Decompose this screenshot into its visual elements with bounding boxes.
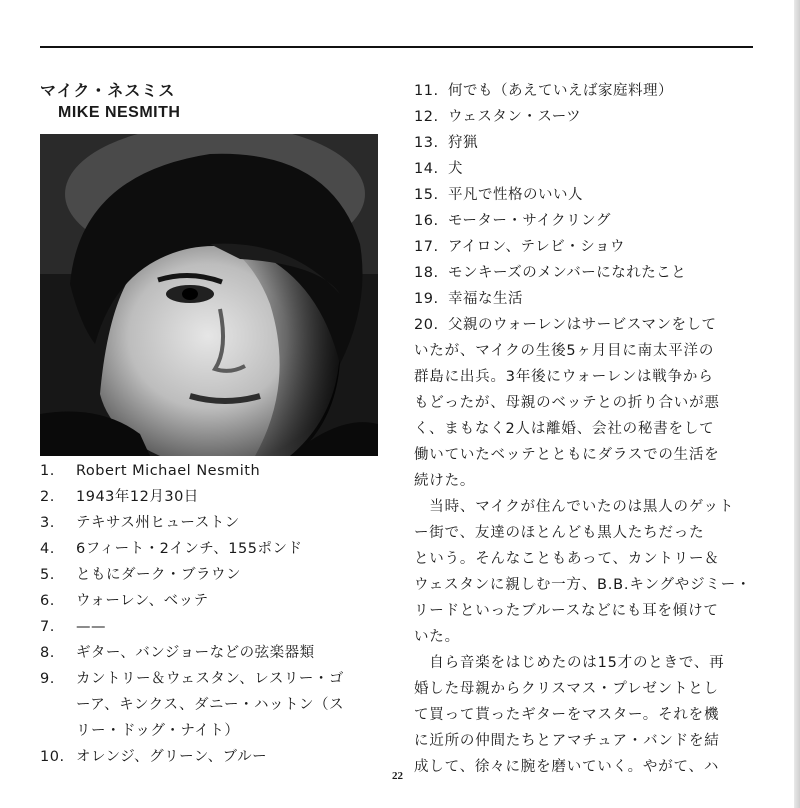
body-line: 群島に出兵。3年後にウォーレンは戦争から — [414, 369, 714, 385]
body-line: て買って貰ったギターをマスター。それを機 — [414, 707, 720, 723]
list-item — [414, 234, 760, 260]
item-text: ギター、バンジョーなどの弦楽器類 — [76, 645, 315, 661]
body-line: という。そんなこともあって、カントリー＆ — [414, 551, 720, 567]
list-item — [40, 640, 400, 666]
profile-list-left — [40, 458, 400, 770]
body-line: 働いていたベッテとともにダラスでの生活を — [414, 447, 720, 463]
item-number: 18. — [414, 265, 439, 281]
body-line: いたが、マイクの生後5ヶ月目に南太平洋の — [414, 343, 715, 359]
item-text: ウェスタン・スーツ — [448, 109, 582, 125]
list-item — [40, 536, 400, 562]
item-number: 6. — [40, 593, 55, 609]
item-text: ともにダーク・ブラウン — [76, 567, 241, 583]
item-number: 11. — [414, 83, 439, 99]
heading-english: MIKE NESMITH — [58, 104, 181, 121]
item-text: 6フィート・2インチ、155ポンド — [76, 541, 303, 557]
item-number: 9. — [40, 671, 55, 687]
item-number: 4. — [40, 541, 55, 557]
list-item — [40, 666, 400, 692]
list-item — [414, 104, 760, 130]
list-item-continuation — [40, 692, 400, 718]
list-item — [40, 484, 400, 510]
list-item — [414, 260, 760, 286]
item-number: 12. — [414, 109, 439, 125]
list-item — [414, 312, 760, 338]
list-item — [414, 156, 760, 182]
item-number: 7. — [40, 619, 55, 635]
item-text: 平凡で性格のいい人 — [448, 187, 583, 203]
body-line: に近所の仲間たちとアマチュア・バンドを結 — [414, 733, 720, 749]
list-item — [414, 78, 760, 104]
item-number: 2. — [40, 489, 55, 505]
item-text: アイロン、テレビ・ショウ — [448, 239, 625, 255]
item-text: モンキーズのメンバーになれたこと — [448, 265, 687, 281]
item-number: 10. — [40, 749, 65, 765]
item-number: 19. — [414, 291, 439, 307]
list-item — [414, 286, 760, 312]
item-number: 3. — [40, 515, 55, 531]
item-number: 20. — [414, 317, 439, 333]
item-text: 幸福な生活 — [448, 291, 523, 307]
item-text: ウォーレン、ベッテ — [76, 593, 209, 609]
item-text: リー・ドッグ・ナイト） — [76, 723, 240, 739]
item-number: 15. — [414, 187, 439, 203]
item-text: 父親のウォーレンはサービスマンをして — [448, 317, 717, 333]
item-text: 犬 — [448, 161, 463, 177]
list-item — [40, 588, 400, 614]
item-number: 16. — [414, 213, 439, 229]
list-item — [40, 562, 400, 588]
list-item — [40, 744, 400, 770]
item-number: 13. — [414, 135, 439, 151]
item-text: 1943年12月30日 — [76, 489, 199, 505]
list-item — [40, 614, 400, 640]
item-text: オレンジ、グリーン、ブルー — [76, 749, 268, 765]
item-text: ーア、キンクス、ダニー・ハットン（ス — [76, 697, 344, 713]
item-number: 17. — [414, 239, 439, 255]
body-line: ウェスタンに親しむ一方、B.B.キングやジミー・ — [414, 577, 752, 593]
profile-list-right — [414, 78, 760, 338]
body-line: 婚した母親からクリスマス・プレゼントとし — [414, 681, 719, 697]
page-number: 22 — [392, 770, 403, 782]
item-text: 狩猟 — [448, 135, 478, 151]
heading-japanese: マイク・ネスミス — [40, 81, 176, 100]
list-item — [40, 510, 400, 536]
body-line: く、まもなく2人は離婚、会社の秘書をして — [414, 421, 715, 437]
body-line: もどったが、母親のベッテとの折り合いが悪 — [414, 395, 720, 411]
item-text: カントリー＆ウェスタン、レスリー・ゴ — [76, 671, 344, 687]
portrait-photo — [40, 134, 378, 456]
item-text: 何でも（あえていえば家庭料理） — [448, 83, 673, 99]
list-item-continuation — [40, 718, 400, 744]
body-line: 続けた。 — [414, 473, 476, 489]
page-edge-shadow — [794, 0, 800, 808]
top-rule — [40, 46, 753, 48]
item-text: Robert Michael Nesmith — [76, 463, 261, 479]
item-number: 1. — [40, 463, 55, 479]
body-line: 成して、徐々に腕を磨いていく。やがて、ハ — [414, 759, 720, 775]
body-line: 自ら音楽をはじめたのは15才のときで、再 — [414, 655, 725, 671]
list-item — [414, 182, 760, 208]
item-text: モーター・サイクリング — [448, 213, 611, 229]
body-line: ー街で、友達のほとんども黒人たちだった — [414, 525, 705, 541]
list-item — [414, 208, 760, 234]
item-number: 14. — [414, 161, 439, 177]
list-item — [40, 458, 400, 484]
item-text: テキサス州ヒューストン — [76, 515, 240, 531]
body-line: リードといったブルースなどにも耳を傾けて — [414, 603, 719, 619]
item-text: —— — [76, 619, 106, 635]
body-line: いた。 — [414, 629, 460, 645]
item-number: 8. — [40, 645, 55, 661]
item-number: 5. — [40, 567, 55, 583]
body-line: 当時、マイクが住んでいたのは黒人のゲット — [414, 499, 735, 515]
list-item — [414, 130, 760, 156]
